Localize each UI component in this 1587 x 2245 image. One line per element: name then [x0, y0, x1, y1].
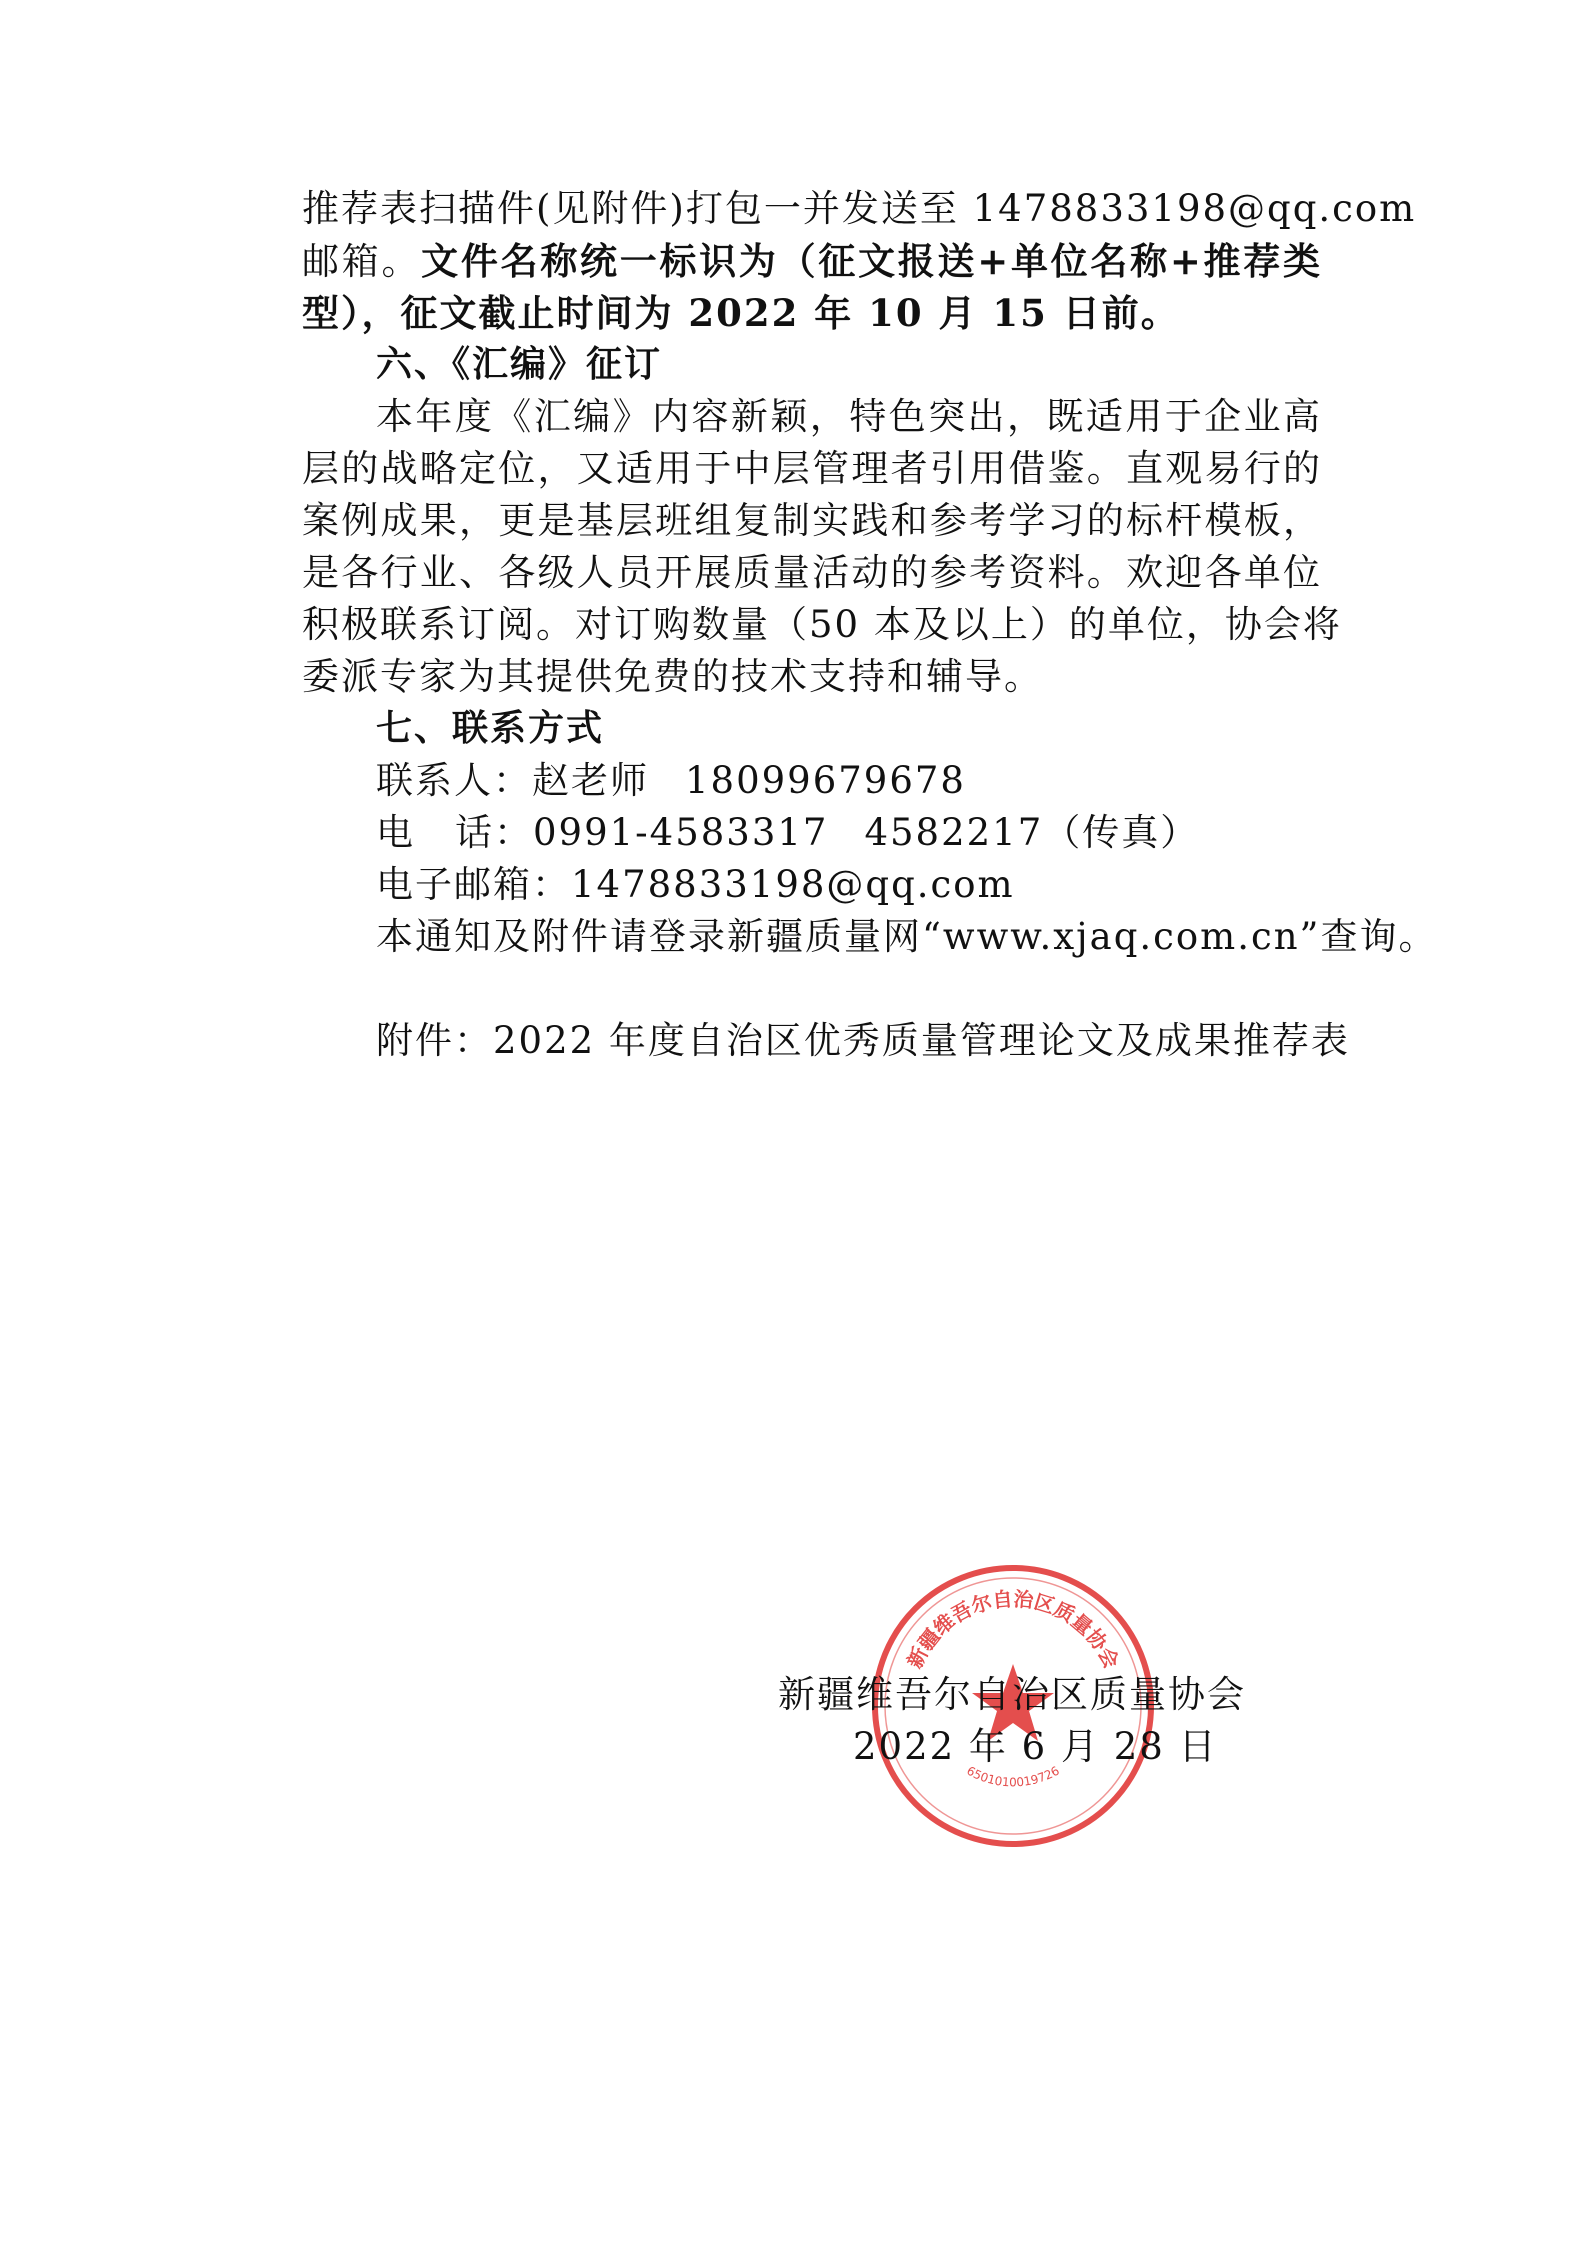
contact-person-line [376, 755, 1322, 807]
seal-number: 6501010019726 [964, 1763, 1062, 1790]
attachment-note: 附件：2022 年度自治区优秀质量管理论文及成果推荐表 [376, 1019, 1350, 1062]
svg-text:新疆维吾尔自治区质量协会 [902, 1587, 1123, 1672]
contact-label: 联系人： [376, 759, 532, 802]
email-label: 电子邮箱： [376, 863, 571, 906]
signature-date: 2022 年 6 月 28 日 [853, 1725, 1218, 1768]
phone-line [376, 807, 1322, 859]
email-value: 1478833198@qq.com [571, 863, 1015, 906]
bold-text: 文件名称统一标识为（征文报送+单位名称+推荐类 [421, 239, 1323, 283]
paragraph-line: 层的战略定位，又适用于中层管理者引用借鉴。直观易行的 [302, 447, 1322, 490]
plain-text: 邮箱。 [302, 240, 422, 283]
paragraph-line [302, 235, 1322, 288]
website-note: 本通知及附件请登录新疆质量网“www.xjaq.com.cn”查询。 [376, 915, 1438, 958]
fax-value: 4582217（传真） [864, 811, 1200, 854]
paragraph-line: 积极联系订阅。对订购数量（50 本及以上）的单位，协会将 [302, 603, 1342, 646]
paragraph-line: 委派专家为其提供免费的技术支持和辅导。 [302, 655, 1043, 698]
paragraph-line: 是各行业、各级人员开展质量活动的参考资料。欢迎各单位 [302, 551, 1322, 594]
paragraph-line: 型），征文截止时间为 2022 年 10 月 15 日前。 [302, 291, 1180, 335]
paragraph-line: 案例成果，更是基层班组复制实践和参考学习的标杆模板， [302, 499, 1322, 542]
phone-value: 0991-4583317 [533, 811, 829, 854]
phone-label-part: 话： [455, 811, 533, 854]
section-heading: 六、《汇编》征订 [376, 344, 663, 385]
contact-mobile: 18099679678 [685, 759, 966, 802]
paragraph-line: 本年度《汇编》内容新颖，特色突出，既适用于企业高 [376, 395, 1322, 438]
signature-organization: 新疆维吾尔自治区质量协会 [778, 1673, 1246, 1716]
contact-name: 赵老师 [532, 759, 649, 802]
paragraph-line: 推荐表扫描件(见附件)打包一并发送至 1478833198@qq.com [302, 187, 1417, 230]
phone-label-part: 电 [376, 811, 415, 854]
seal-text: 新疆维吾尔自治区质量协会 [902, 1586, 1124, 1673]
email-line [376, 859, 1322, 911]
section-heading: 七、联系方式 [376, 708, 605, 749]
